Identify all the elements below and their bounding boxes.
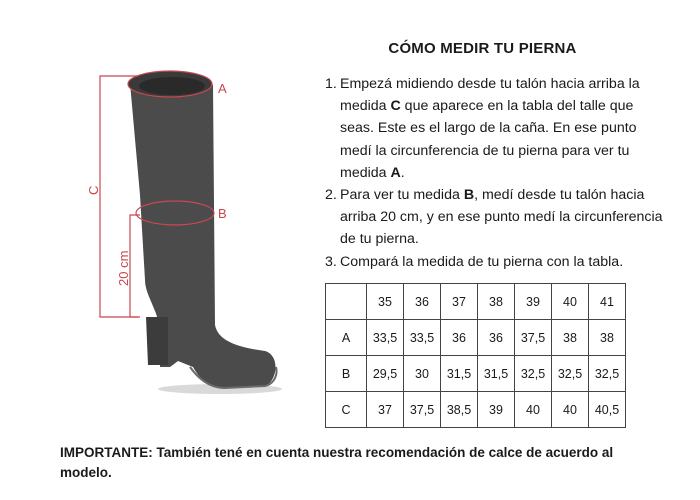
table-header-cell: 36 [404, 284, 441, 320]
table-cell: 31,5 [441, 356, 478, 392]
table-header-cell: 35 [367, 284, 404, 320]
table-cell: 30 [404, 356, 441, 392]
page-title: CÓMO MEDIR TU PIERNA [388, 40, 577, 57]
step-number: 2. [325, 187, 337, 204]
instruction-step [325, 251, 670, 273]
table-cell: 37,5 [404, 392, 441, 428]
table-row-label: B [326, 356, 367, 392]
label-b: B [218, 206, 227, 221]
step-number: 3. [325, 253, 337, 270]
table-cell: 33,5 [404, 320, 441, 356]
table-cell: 37,5 [515, 320, 552, 356]
boot-heel [146, 317, 168, 365]
instruction-step [325, 184, 670, 251]
table-cell: 40,5 [589, 392, 626, 428]
step-text: Para ver tu medida B, medí desde tu talón hacia arriba 20 cm, y en ese punto medí la circunferencia de tu pierna. [340, 187, 663, 248]
step-text: Empezá midiendo desde tu talón hacia arriba la medida C que aparece en la tabla del talle que seas. Este es el largo de la caña. En ese punto medí la circunferencia de tu pierna para ver tu medida A. [340, 76, 640, 181]
label-c: C [86, 185, 101, 195]
boot-top-inner [139, 77, 205, 95]
table-cell: 32,5 [515, 356, 552, 392]
table-row [326, 392, 626, 428]
table-row [326, 320, 626, 356]
table-cell: 32,5 [589, 356, 626, 392]
table-header-cell: 38 [478, 284, 515, 320]
table-cell: 32,5 [552, 356, 589, 392]
table-row-label: C [326, 392, 367, 428]
table-cell: 39 [478, 392, 515, 428]
table-cell: 37 [367, 392, 404, 428]
table-cell: 33,5 [367, 320, 404, 356]
table-header-cell [326, 284, 367, 320]
table-header-cell: 37 [441, 284, 478, 320]
table-header-row [326, 284, 626, 320]
table-header-cell: 40 [552, 284, 589, 320]
table-cell: 40 [552, 392, 589, 428]
table-cell: 31,5 [478, 356, 515, 392]
table-header-cell: 41 [589, 284, 626, 320]
instructions-list [325, 73, 670, 273]
boot-illustration [60, 55, 310, 405]
table-cell: 36 [441, 320, 478, 356]
important-note: IMPORTANTE: También tené en cuenta nuestra recomendación de calce de acuerdo al modelo. [60, 445, 614, 480]
table-cell: 38 [589, 320, 626, 356]
table-header-cell: 39 [515, 284, 552, 320]
table-cell: 40 [515, 392, 552, 428]
step-number: 1. [325, 76, 337, 92]
table-cell: 38,5 [441, 392, 478, 428]
instruction-step [325, 73, 670, 184]
table-row [326, 356, 626, 392]
measure-20cm-bracket [130, 215, 140, 317]
size-table [325, 283, 626, 428]
label-20cm: 20 cm [116, 250, 131, 286]
table-cell: 29,5 [367, 356, 404, 392]
table-row-label: A [326, 320, 367, 356]
table-cell: 38 [552, 320, 589, 356]
table-cell: 36 [478, 320, 515, 356]
step-text: Compará la medida de tu pierna con la tabla. [340, 253, 624, 270]
label-a: A [218, 81, 227, 96]
